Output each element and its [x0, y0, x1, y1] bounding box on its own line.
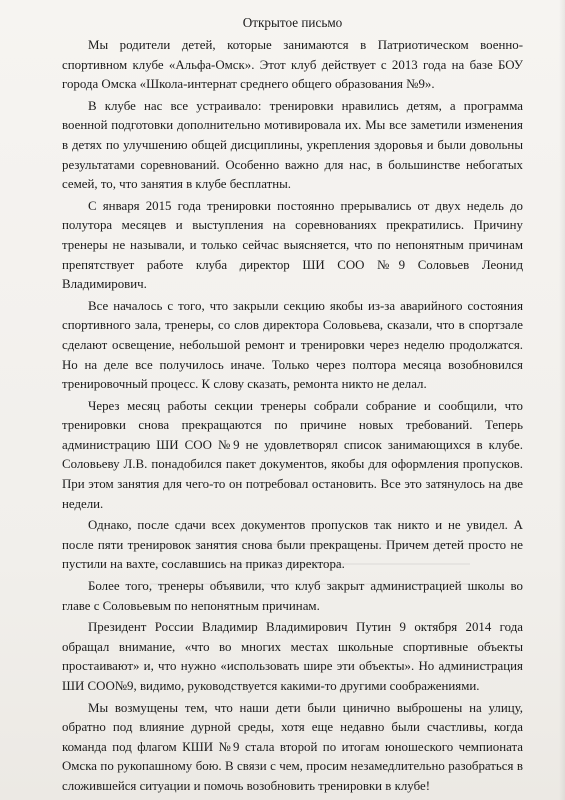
page-edge-shadow	[559, 0, 565, 800]
letter-paragraph: Через месяц работы секции тренеры собрали собрание и сообщили, что тренировки снова прекращаются по причине новых требований. Теперь администрацию ШИ СОО №9 не удовлетворял список занимающихся в клубе. Соловьеву Л.В. понадобился пакет документов, якобы для оформления пропусков. При этом занятия для чего-то он потребовал остановить. Все это затянулось на две недели.	[62, 398, 523, 511]
letter-paragraph: Мы родители детей, которые занимаются в Патриотическом военно-спортивном клубе «Альфа-Омск». Этот клуб действует с 2013 года на базе БОУ города Омска «Школа-интернат среднего общего образования №9».	[62, 38, 523, 92]
bleed-through-line	[150, 583, 470, 585]
letter-paragraph: Мы возмущены тем, что наши дети были цинично выброшены на улицу, обратно под влияние дурной среды, хотя еще недавно были счастливы, когда команда под флагом КШИ №9 стала второй по итогам юношеского чемпионата Омска по рукопашному бою. В связи с чем, просим незамедлительно разобраться в сложившейся ситуации и помочь возобновить тренировки в клубе!	[62, 700, 523, 793]
letter-paragraph: Однако, после сдачи всех документов пропусков так никто и не увидел. А после пяти тренировок занятия снова были прекращены. Причем детей просто не пустили на вахте, сославшись на приказ директора.	[62, 518, 523, 572]
letter-paragraph: Президент России Владимир Владимирович Путин 9 октября 2014 года обращал внимание, «что во многих местах школьные спортивные объекты простаивают» и, что нужно «использовать шире эти объекты». Но администрация ШИ СОО№9, видимо, руководствуется какими-то другими соображениями.	[62, 620, 523, 693]
letter-title: Открытое письмо	[242, 15, 343, 30]
bleed-through-line	[150, 563, 470, 565]
letter-paragraph: Более того, тренеры объявили, что клуб закрыт администрацией школы во главе с Соловьевым по непонятным причинам.	[62, 579, 523, 613]
letter-paragraph: Все началось с того, что закрыли секцию якобы из-за аварийного состояния спортивного зала, тренеры, со слов директора Соловьева, сказали, что в спортзале сделают освещение, небольшой ремонт и тренировки через неделю продолжатся. Но на деле все получилось иначе. Только через полтора месяца возобновился тренировочный процесс. К слову сказать, ремонта никто не делал.	[62, 298, 523, 392]
letter-paragraph: С января 2015 года тренировки постоянно прерывались от двух недель до полутора месяцев и выступления на соревнованиях прекратились. Причину тренеры не называли, и только сейчас выясняется, что по непонятным причинам препятствует работе клуба директор ШИ СОО №9 Соловьев Леонид Владимирович.	[62, 198, 523, 292]
letter-paragraph: В клубе нас все устраивало: тренировки нравились детям, а программа военной подготовки дополнительно мотивировала их. Мы все заметили изменения в детях по улучшению общей дисциплины, укрепления здоровья и были довольны результатами соревнований. Особенно важно для нас, в большинстве небогатых семей, то, что занятия в клубе бесплатны.	[62, 98, 523, 192]
bleed-through-line	[150, 543, 470, 545]
